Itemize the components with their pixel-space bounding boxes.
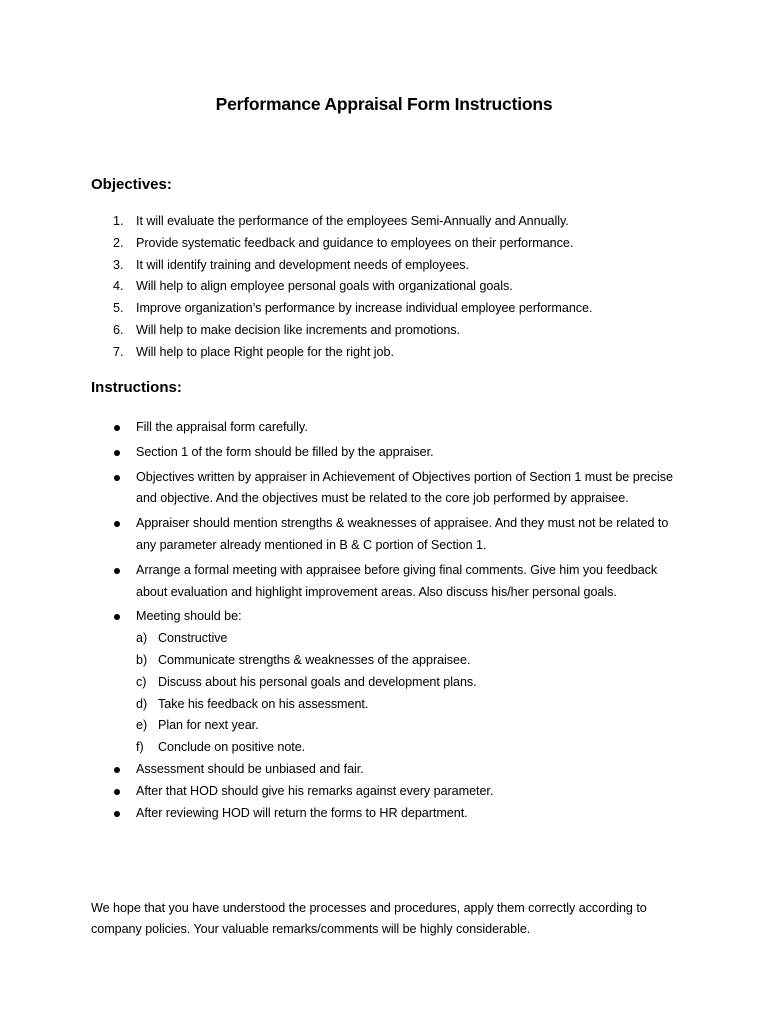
bullet-icon [114, 521, 120, 527]
objective-item [113, 255, 693, 277]
bullet-icon [114, 614, 120, 620]
bullet-icon [114, 425, 120, 431]
instruction-text: Appraiser should mention strengths & weaknesses of appraisee. And they must not be related to any parameter already mentioned in B & C portion of Section 1. [136, 516, 669, 552]
instruction-item [113, 606, 683, 759]
meeting-point-text: Discuss about his personal goals and development plans. [158, 674, 477, 689]
meeting-point [136, 737, 683, 759]
meeting-point-letter: d) [136, 696, 148, 711]
objective-text: Provide systematic feedback and guidance to employees on their performance. [136, 235, 574, 250]
instructions-list [113, 417, 683, 824]
objective-number: 4. [113, 279, 124, 294]
bullet-icon [114, 475, 120, 481]
instruction-text: Arrange a formal meeting with appraisee before giving final comments. Give him you feedback about evaluation and highlight improvement areas. Also discuss his/her personal goals. [136, 562, 658, 599]
objectives-list [113, 211, 693, 364]
page-title: Performance Appraisal Form Instructions [215, 94, 553, 114]
objective-text: It will identify training and development needs of employees. [136, 257, 469, 272]
instruction-text: After that HOD should give his remarks against every parameter. [136, 783, 494, 798]
instruction-item [113, 560, 683, 604]
meeting-point [136, 628, 683, 650]
objective-text: Improve organization’s performance by increase individual employee performance. [136, 301, 593, 316]
instruction-item [113, 513, 683, 557]
objective-item [113, 211, 693, 233]
meeting-point [136, 694, 683, 716]
instruction-text: Fill the appraisal form carefully. [136, 420, 308, 434]
objective-item [113, 276, 693, 298]
meeting-points-list [136, 628, 683, 759]
bullet-icon [114, 789, 120, 795]
closing-paragraph: We hope that you have understood the processes and procedures, apply them correctly according to company policies. Your valuable remarks/comments will be highly considerable. [91, 900, 647, 937]
objective-text: Will help to make decision like increments and promotions. [136, 322, 460, 337]
meeting-point-text: Take his feedback on his assessment. [158, 696, 369, 711]
instruction-text: After reviewing HOD will return the forms to HR department. [136, 805, 468, 820]
bullet-icon [114, 568, 120, 574]
meeting-point [136, 672, 683, 694]
objective-item [113, 233, 693, 255]
objective-text: It will evaluate the performance of the employees Semi-Annually and Annually. [136, 214, 569, 228]
bullet-icon [114, 767, 120, 773]
instruction-item [113, 803, 683, 825]
objective-item [113, 342, 693, 364]
instruction-text: Objectives written by appraiser in Achievement of Objectives portion of Section 1 must be precise and objective. And the objectives must be related to the core job performed by appraisee. [136, 469, 673, 506]
objective-item [113, 320, 693, 342]
meeting-point-text: Conclude on positive note. [158, 740, 306, 755]
objective-number: 1. [113, 214, 124, 228]
meeting-point-letter: f) [136, 740, 144, 755]
objective-number: 6. [113, 322, 124, 337]
objective-text: Will help to align employee personal goals with organizational goals. [136, 279, 513, 294]
objective-text: Will help to place Right people for the right job. [136, 344, 394, 359]
meeting-point-text: Plan for next year. [158, 718, 259, 733]
objective-item [113, 298, 693, 320]
meeting-point-letter: e) [136, 718, 148, 733]
meeting-point-letter: b) [136, 652, 148, 667]
instructions-heading: Instructions: [91, 379, 182, 396]
objectives-heading: Objectives: [91, 176, 172, 193]
objective-number: 5. [113, 301, 124, 316]
meeting-point-letter: c) [136, 674, 147, 689]
instruction-item [113, 417, 683, 439]
bullet-icon [114, 450, 120, 456]
instruction-item [113, 759, 683, 781]
meeting-point-text: Communicate strengths & weaknesses of the appraisee. [158, 652, 471, 667]
instruction-item [113, 467, 683, 511]
bullet-icon [114, 811, 120, 817]
meeting-point [136, 650, 683, 672]
objective-number: 2. [113, 235, 124, 250]
instruction-text: Assessment should be unbiased and fair. [136, 761, 364, 776]
meeting-point [136, 715, 683, 737]
instruction-text: Section 1 of the form should be filled by the appraiser. [136, 444, 434, 459]
meeting-point-text: Constructive [158, 631, 228, 646]
instruction-text: Meeting should be: [136, 609, 242, 624]
objective-number: 3. [113, 257, 124, 272]
instruction-item [113, 442, 683, 464]
meeting-point-letter: a) [136, 631, 148, 646]
instruction-item [113, 781, 683, 803]
objective-number: 7. [113, 344, 124, 359]
